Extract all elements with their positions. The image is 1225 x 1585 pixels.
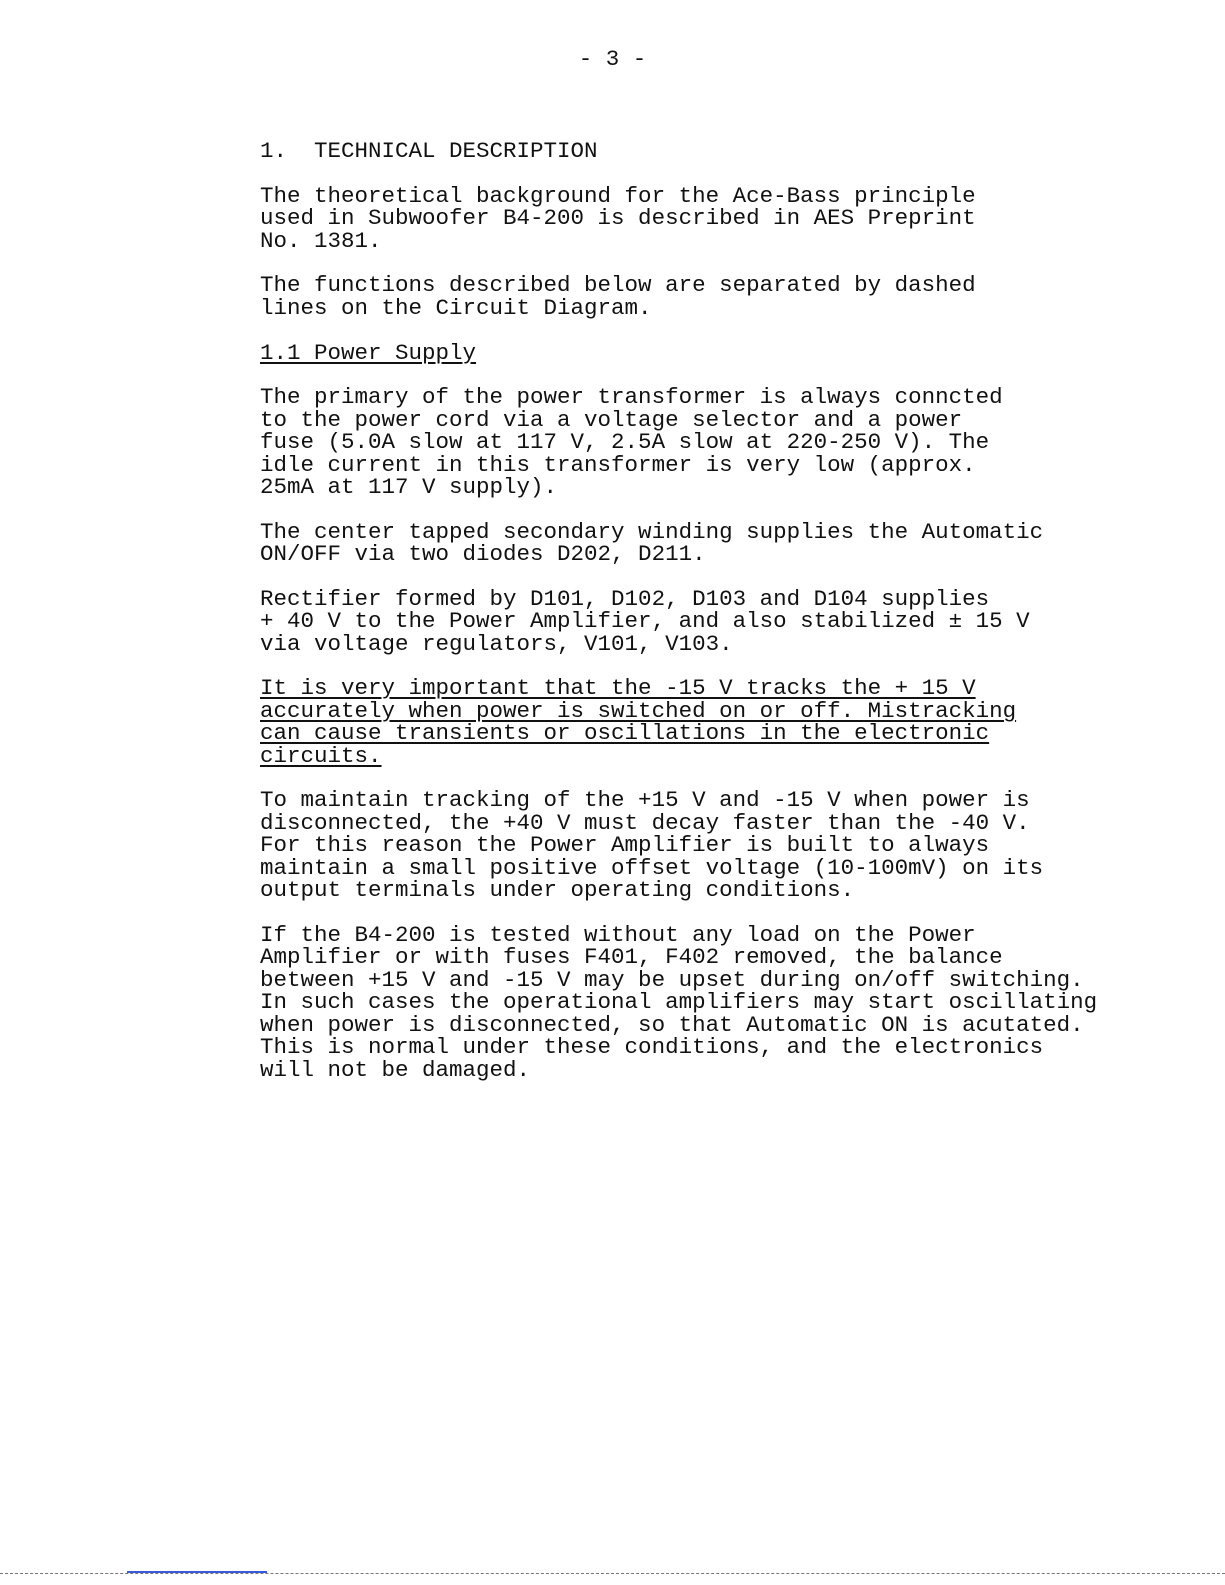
paragraph-line: This is normal under these conditions, and the electronics	[260, 1034, 1044, 1060]
paragraph-line: 25mA at 117 V supply).	[260, 474, 558, 500]
paragraph-line: The functions described below are separated by dashed	[260, 272, 976, 298]
paragraph-line: If the B4-200 is tested without any load on the Power	[260, 922, 976, 948]
paragraph-line: maintain a small positive offset voltage (10-100mV) on its	[260, 855, 1044, 881]
paragraph-line: The theoretical background for the Ace-Bass principle	[260, 183, 976, 209]
paragraph-line: via voltage regulators, V101, V103.	[260, 631, 733, 657]
paragraph-line: No. 1381.	[260, 228, 382, 254]
section-heading: 1. TECHNICAL DESCRIPTION	[260, 138, 598, 164]
warning-line: circuits.	[260, 743, 382, 769]
page-number: - 3 -	[578, 46, 647, 72]
paragraph-line: fuse (5.0A slow at 117 V, 2.5A slow at 220-250 V). The	[260, 429, 990, 455]
paragraph-line: will not be damaged.	[260, 1057, 531, 1083]
paragraph-line: idle current in this transformer is very low (approx.	[260, 452, 976, 478]
paragraph-line: when power is disconnected, so that Automatic ON is acutated.	[260, 1012, 1084, 1038]
paragraph-line: ON/OFF via two diodes D202, D211.	[260, 541, 706, 567]
paragraph-line: used in Subwoofer B4-200 is described in AES Preprint	[260, 205, 976, 231]
paragraph-line: To maintain tracking of the +15 V and -15 V when power is	[260, 787, 1030, 813]
paragraph-line: Amplifier or with fuses F401, F402 removed, the balance	[260, 944, 1003, 970]
paragraph-line: disconnected, the +40 V must decay faster than the -40 V.	[260, 810, 1030, 836]
paragraph-line: For this reason the Power Amplifier is built to always	[260, 832, 990, 858]
paragraph-line: In such cases the operational amplifiers may start oscillating	[260, 989, 1098, 1015]
warning-line: accurately when power is switched on or off. Mistracking	[260, 698, 1017, 724]
paragraph-line: Rectifier formed by D101, D102, D103 and D104 supplies	[260, 586, 990, 612]
warning-line: It is very important that the -15 V tracks the + 15 V	[260, 675, 976, 701]
subsection-heading: 1.1 Power Supply	[260, 340, 477, 366]
paragraph-line: The primary of the power transformer is always conncted	[260, 384, 1003, 410]
warning-line: can cause transients or oscillations in the electronic	[260, 720, 990, 746]
footer-link-mark	[127, 1571, 267, 1573]
paragraph-line: to the power cord via a voltage selector and a power	[260, 407, 963, 433]
paragraph-line: lines on the Circuit Diagram.	[260, 295, 652, 321]
paragraph-line: The center tapped secondary winding supplies the Automatic	[260, 519, 1044, 545]
paragraph-line: + 40 V to the Power Amplifier, and also stabilized ± 15 V	[260, 608, 1030, 634]
paragraph-line: output terminals under operating conditions.	[260, 877, 855, 903]
footer-rule	[0, 1573, 1225, 1574]
paragraph-line: between +15 V and -15 V may be upset during on/off switching.	[260, 967, 1084, 993]
